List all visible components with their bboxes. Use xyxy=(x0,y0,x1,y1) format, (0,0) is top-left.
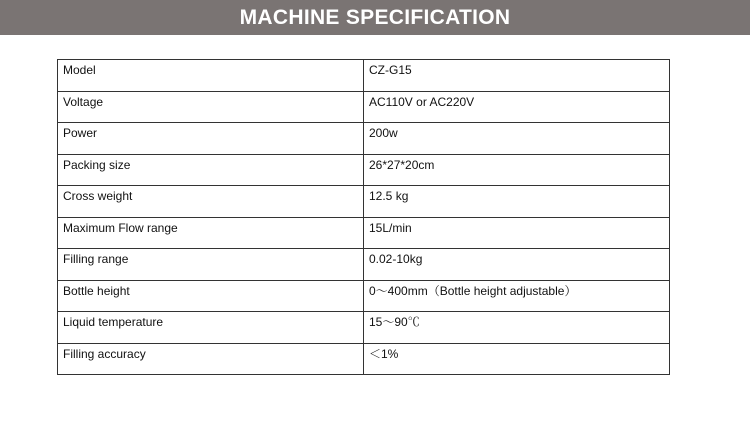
spec-value: ＜1% xyxy=(364,343,670,375)
spec-table xyxy=(57,59,670,375)
table-row xyxy=(58,123,670,155)
table-row xyxy=(58,249,670,281)
table-row xyxy=(58,60,670,92)
spec-label: Bottle height xyxy=(58,280,364,312)
spec-value: 200w xyxy=(364,123,670,155)
spec-value: 15L/min xyxy=(364,217,670,249)
table-row xyxy=(58,280,670,312)
table-row xyxy=(58,186,670,218)
spec-label: Model xyxy=(58,60,364,92)
table-row xyxy=(58,217,670,249)
spec-label: Power xyxy=(58,123,364,155)
spec-value: 0～400mm（Bottle height adjustable） xyxy=(364,280,670,312)
spec-label: Voltage xyxy=(58,91,364,123)
spec-label: Maximum Flow range xyxy=(58,217,364,249)
header-bar xyxy=(0,0,750,35)
spec-label: Liquid temperature xyxy=(58,312,364,344)
spec-label: Filling accuracy xyxy=(58,343,364,375)
spec-label: Cross weight xyxy=(58,186,364,218)
table-row xyxy=(58,343,670,375)
spec-value: 12.5 kg xyxy=(364,186,670,218)
table-row xyxy=(58,91,670,123)
page-title: MACHINE SPECIFICATION xyxy=(239,6,511,29)
spec-label: Filling range xyxy=(58,249,364,281)
spec-value: CZ-G15 xyxy=(364,60,670,92)
spec-label: Packing size xyxy=(58,154,364,186)
table-row xyxy=(58,154,670,186)
table-row xyxy=(58,312,670,344)
spec-value: AC110V or AC220V xyxy=(364,91,670,123)
spec-value: 15～90℃ xyxy=(364,312,670,344)
spec-value: 26*27*20cm xyxy=(364,154,670,186)
spec-value: 0.02-10kg xyxy=(364,249,670,281)
